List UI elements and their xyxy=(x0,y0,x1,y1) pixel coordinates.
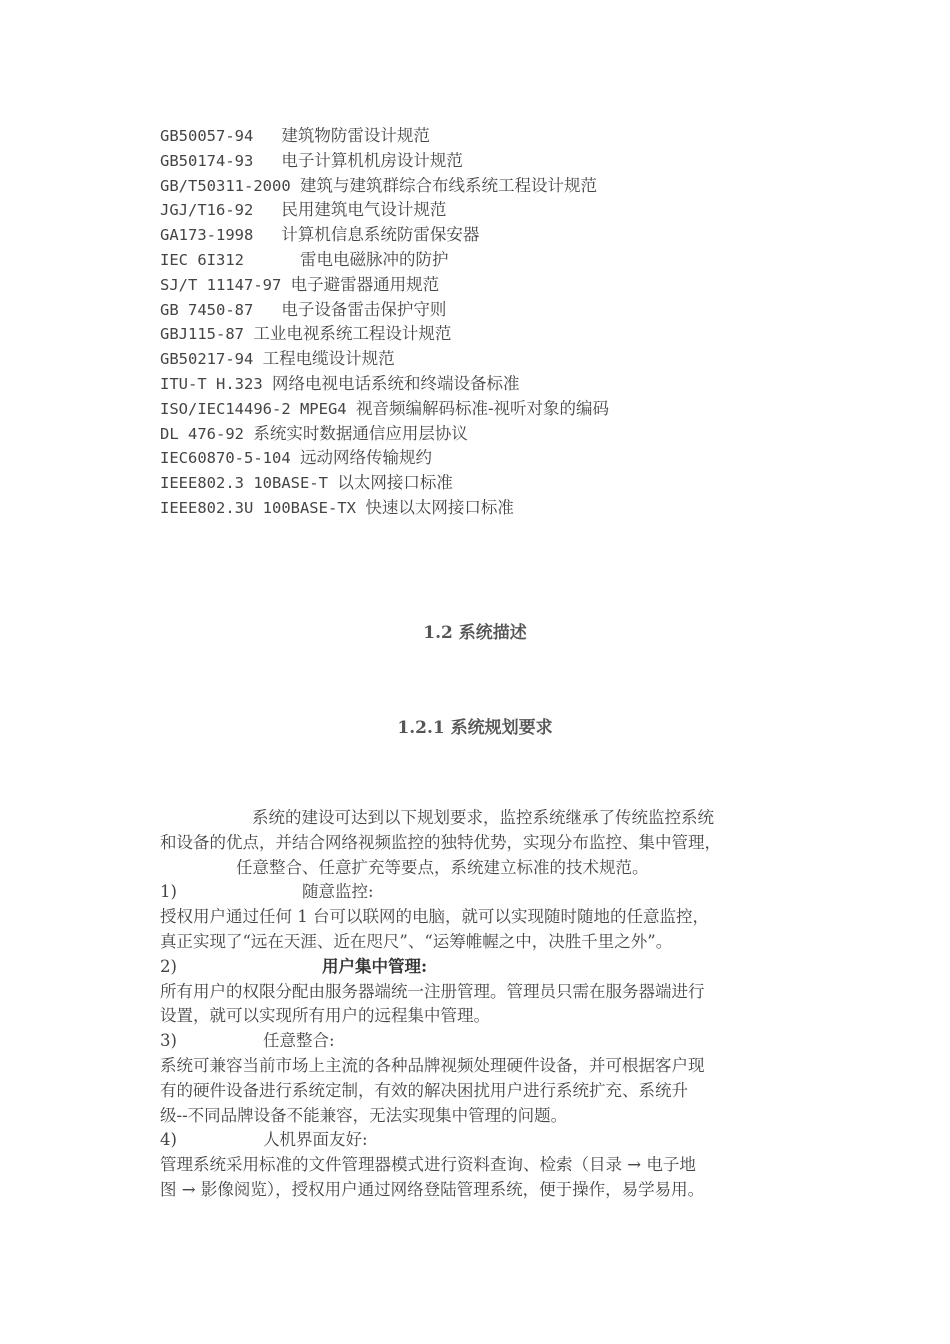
item-number: 2) xyxy=(160,956,177,976)
standard-row xyxy=(160,496,820,521)
standard-code: GB50217-94 xyxy=(160,350,263,369)
standard-code: GB/T50311-2000 xyxy=(160,176,300,195)
section-heading: 1.2 系统描述 xyxy=(423,623,527,643)
standard-code: SJ/T 11147-97 xyxy=(160,275,291,294)
item-heading xyxy=(160,1128,795,1153)
standard-code: GB50174-93 xyxy=(160,151,282,170)
standard-row xyxy=(160,471,820,496)
standard-title: 视音频编解码标准-视听对象的编码 xyxy=(355,398,610,418)
item-line: 设置，就可以实现所有用户的远程集中管理。 xyxy=(160,1006,490,1026)
standard-code: IEEE802.3 10BASE-T xyxy=(160,474,338,493)
item-line: 图 → 影像阅览），授权用户通过网络登陆管理系统，便于操作，易学易用。 xyxy=(160,1179,705,1199)
standard-title: 计算机信息系统防雷保安器 xyxy=(281,225,480,245)
item-title: 人机界面友好: xyxy=(262,1130,368,1150)
standard-row xyxy=(160,422,820,447)
standard-code: GB 7450-87 xyxy=(160,300,282,319)
item-number: 1) xyxy=(160,882,177,902)
standard-row xyxy=(160,149,820,174)
standard-code: GB50057-94 xyxy=(160,127,282,145)
item-title: 任意整合: xyxy=(262,1031,335,1051)
standard-row xyxy=(160,298,820,323)
item-line: 级--不同品牌设备不能兼容，无法实现集中管理的问题。 xyxy=(160,1105,568,1125)
intro-line: 系统的建设可达到以下规划要求，监控系统继承了传统监控系统 xyxy=(252,808,714,827)
standard-row xyxy=(160,397,820,422)
standard-row xyxy=(160,273,820,298)
standard-code: IEC 6I312 xyxy=(160,250,300,269)
item-line: 有的硬件设备进行系统定制，有效的解决困扰用户进行系统扩充、系统升 xyxy=(160,1080,688,1100)
standard-title: 电子避雷器通用规范 xyxy=(290,274,440,294)
standard-title: 快速以太网接口标准 xyxy=(365,497,514,517)
intro-line: 和设备的优点，并结合网络视频监控的独特优势，实现分布监控、集中管理， xyxy=(160,832,721,852)
item-heading xyxy=(160,955,795,980)
standards-list xyxy=(160,124,820,521)
standard-title: 建筑物防雷设计规范 xyxy=(281,126,430,145)
standard-title: 雷电电磁脉冲的防护 xyxy=(299,249,449,269)
item-line: 所有用户的权限分配由服务器端统一注册管理。管理员只需在服务器端进行 xyxy=(160,981,705,1001)
standard-row xyxy=(160,322,820,347)
item-line: 管理系统采用标准的文件管理器模式进行资料查询、检索（目录 → 电子地 xyxy=(160,1155,696,1175)
subsection-heading: 1.2.1 系统规划要求 xyxy=(397,718,553,738)
standard-row xyxy=(160,198,820,223)
standard-title: 电子计算机机房设计规范 xyxy=(281,150,463,170)
standard-title: 远动网络传输规约 xyxy=(299,448,432,468)
item-number: 4) xyxy=(160,1130,177,1150)
standard-code: ISO/IEC14496-2 MPEG4 xyxy=(160,399,356,418)
standard-row xyxy=(160,223,820,248)
standard-code: DL 476-92 xyxy=(160,424,254,443)
standard-title: 建筑与建筑群综合布线系统工程设计规范 xyxy=(299,175,597,195)
item-heading xyxy=(160,880,795,905)
item-title: 随意监控: xyxy=(301,882,374,902)
standard-title: 网络电视电话系统和终端设备标准 xyxy=(271,373,520,393)
body-text xyxy=(160,806,795,1203)
item-heading xyxy=(160,1029,795,1054)
standard-title: 系统实时数据通信应用层协议 xyxy=(253,423,468,443)
standard-row xyxy=(160,174,820,199)
standard-row xyxy=(160,446,820,471)
standard-title: 以太网接口标准 xyxy=(337,473,453,493)
standard-row xyxy=(160,248,820,273)
standard-code: ITU-T H.323 xyxy=(160,374,272,393)
item-line: 真正实现了“远在天涯、近在咫尺”、“运筹帷幄之中，决胜千里之外”。 xyxy=(160,931,673,951)
standard-row xyxy=(160,124,820,149)
standard-title: 工程电缆设计规范 xyxy=(262,349,395,369)
standard-code: GBJ115-87 xyxy=(160,325,254,344)
standard-code: IEEE802.3U 100BASE-TX xyxy=(160,498,366,517)
intro-line: 任意整合、任意扩充等要点，系统建立标准的技术规范。 xyxy=(236,857,649,877)
standard-row xyxy=(160,347,820,372)
standard-title: 民用建筑电气设计规范 xyxy=(281,200,447,220)
item-line: 授权用户通过任何 1 台可以联网的电脑，就可以实现随时随地的任意监控， xyxy=(160,907,709,927)
standard-code: IEC60870-5-104 xyxy=(160,449,300,468)
standard-title: 工业电视系统工程设计规范 xyxy=(253,324,452,344)
item-number: 3) xyxy=(160,1031,177,1051)
standard-row xyxy=(160,372,820,397)
standard-code: GA173-1998 xyxy=(160,226,282,245)
standard-code: JGJ/T16-92 xyxy=(160,201,282,220)
standard-title: 电子设备雷击保护守则 xyxy=(281,299,447,319)
item-line: 系统可兼容当前市场上主流的各种品牌视频处理硬件设备，并可根据客户现 xyxy=(160,1055,705,1075)
item-title: 用户集中管理: xyxy=(321,956,428,976)
